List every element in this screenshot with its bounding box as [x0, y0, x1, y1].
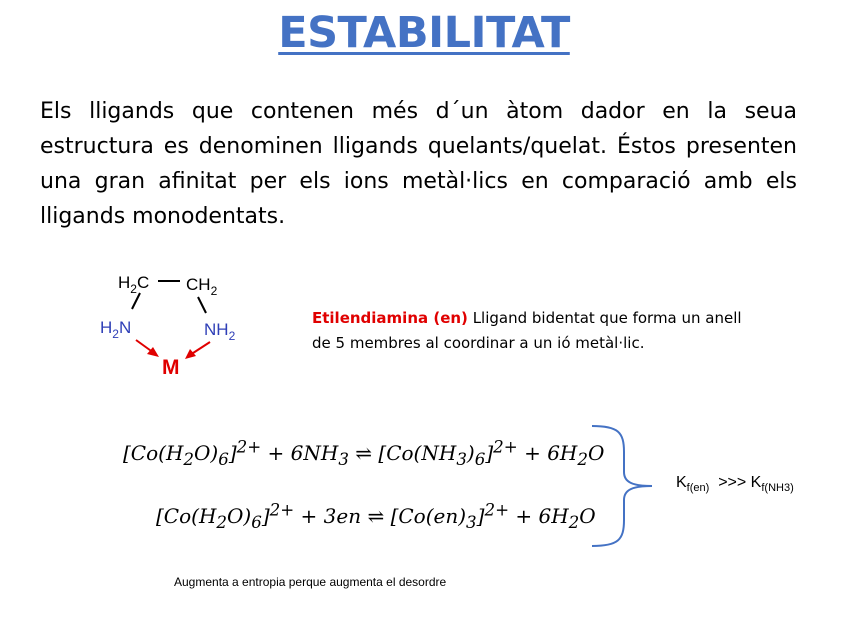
intro-paragraph: Els lligands que contenen més d´un àtom dador en la seua estructura es denominen lligands quelants/quelat. Éstos presenten una gran afinitat per els ions metàl·lics en comparació amb els lligands monodentats. [40, 99, 797, 229]
ligand-name: Etilendiamina (en) [312, 309, 468, 327]
ethylenediamine-structure [92, 265, 262, 380]
arrowhead-right [185, 349, 196, 359]
entropy-note: Augmenta a entropia perque augmenta el desordre [174, 575, 447, 589]
ligand-text: Lligand bidentat que forma un anell de 5 membres al coordinar a un ió metàl·lic. [312, 309, 742, 352]
metal-label: M [162, 356, 180, 379]
ch2-label: $CH_2$ [186, 275, 218, 298]
c-n-bond-right [198, 297, 206, 313]
h2n-label: $H_2N$ [100, 318, 132, 341]
stability-constant-comparison: $K_{f(en)}$ >>> $K_{f(NH3)}$ [676, 474, 794, 495]
ligand-description [312, 306, 752, 356]
page-title: ESTABILITAT [278, 8, 570, 58]
nh2-label: $NH_2$ [204, 320, 236, 343]
h2c-label: $H_2C$ [118, 273, 150, 296]
right-brace [588, 422, 668, 550]
